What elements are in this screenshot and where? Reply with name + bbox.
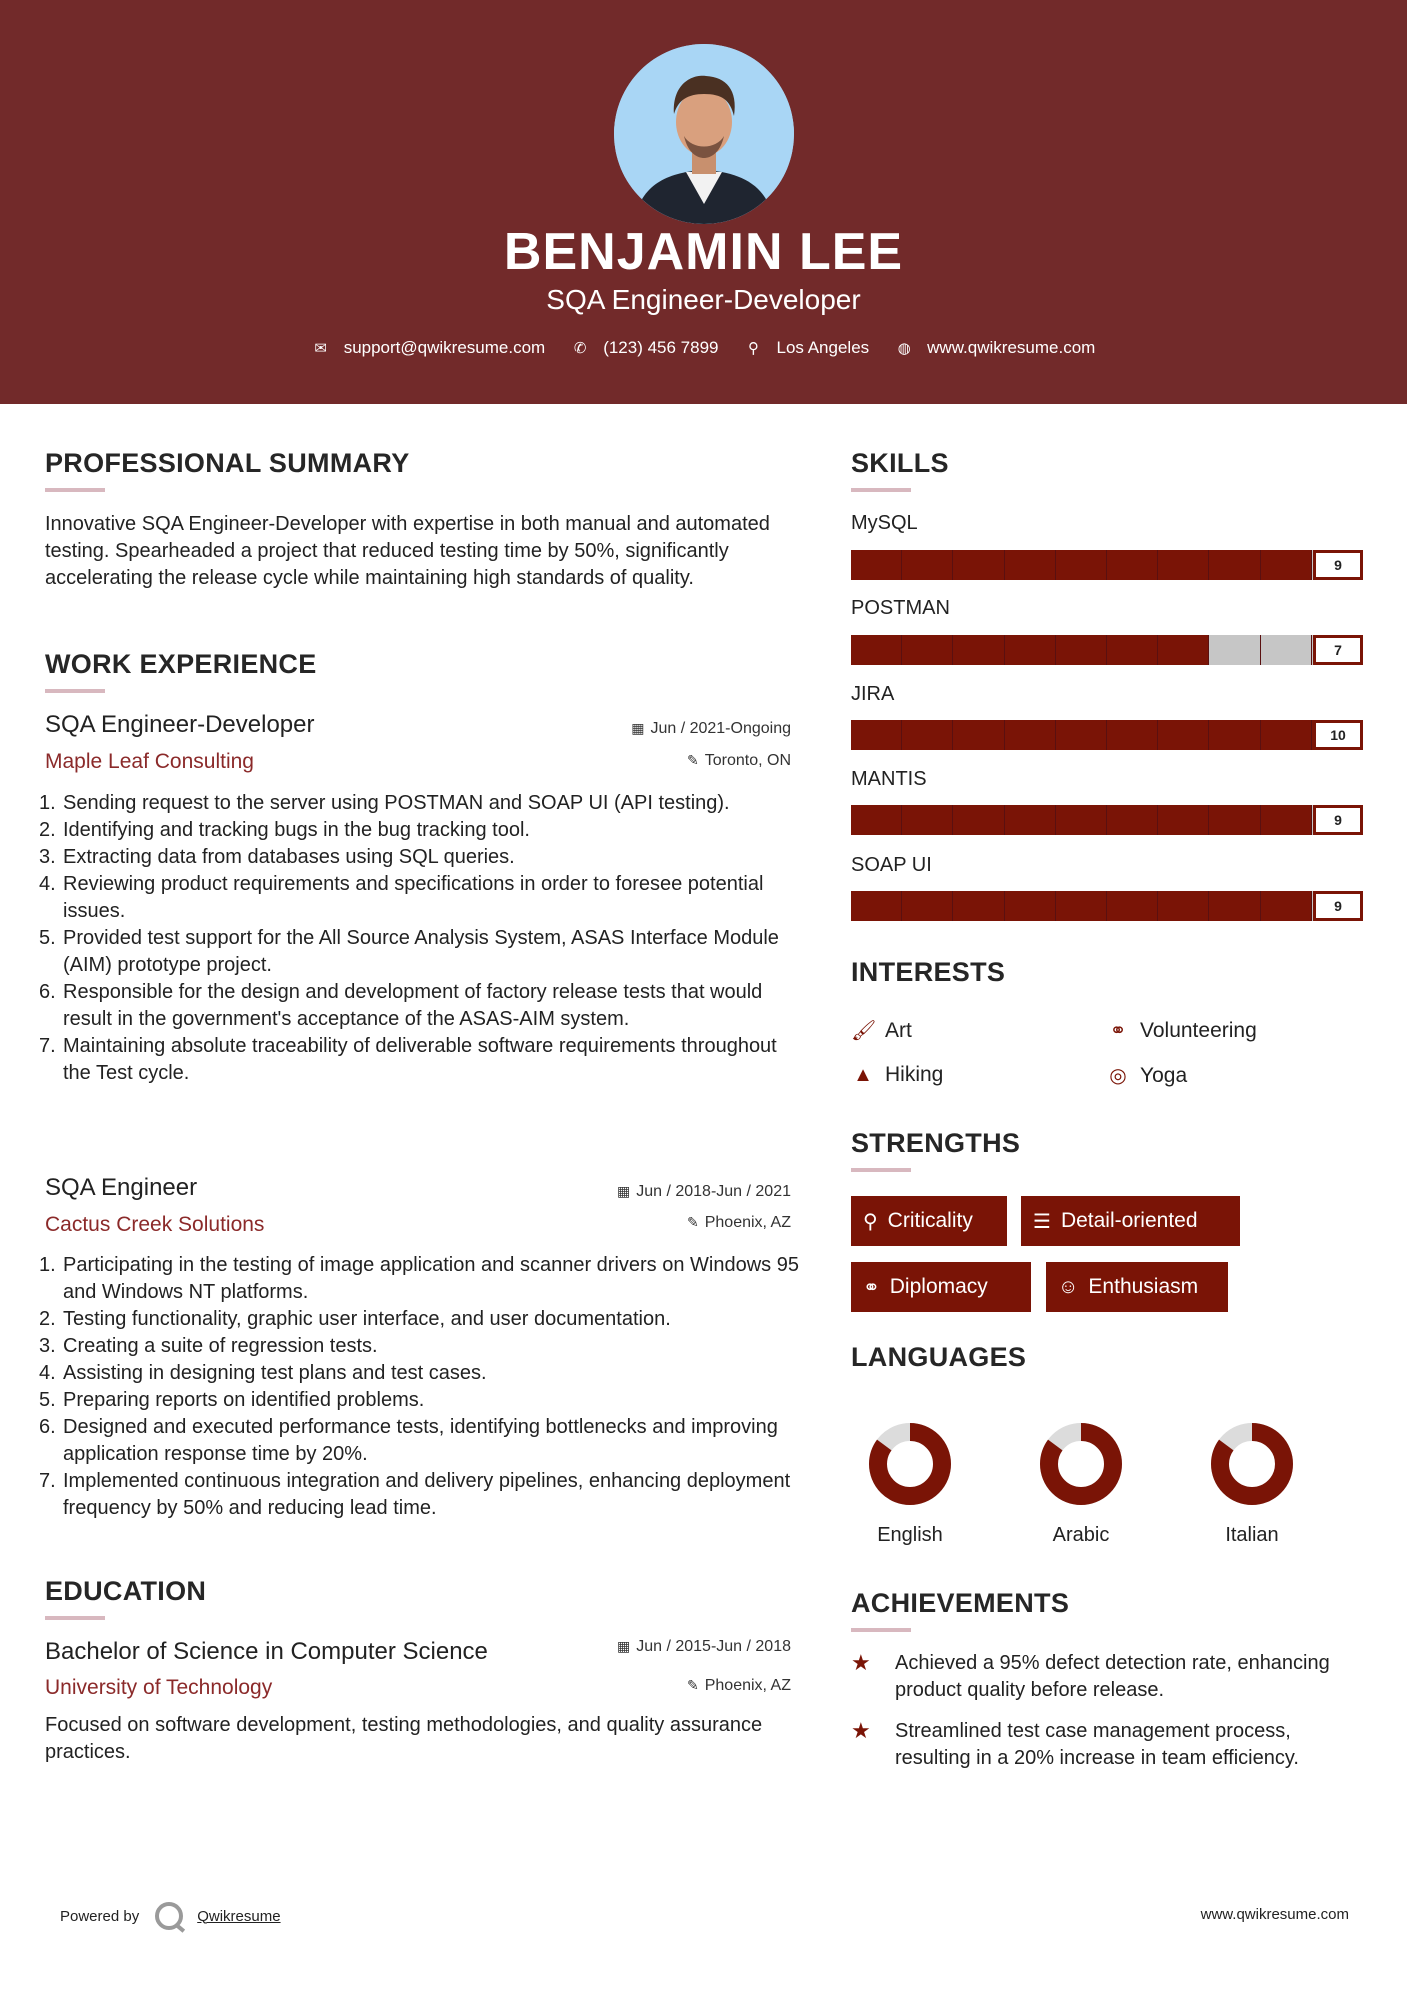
job-title: SQA Engineer <box>45 1174 198 1201</box>
skill-bar <box>851 635 1363 665</box>
skill-value: 10 <box>1313 720 1363 750</box>
list-item: 2. Testing functionality, graphic user interface, and user documentation. <box>39 1308 671 1330</box>
experience-heading: WORK EXPERIENCE <box>45 649 317 679</box>
footer-powered-by <box>60 1902 281 1930</box>
achievement-item <box>851 1718 1371 1772</box>
interest-item <box>851 1018 912 1043</box>
skill-bar <box>851 720 1363 750</box>
interest-label: Yoga <box>1140 1063 1188 1087</box>
strength-label: Criticality <box>887 1209 973 1232</box>
phone-text: (123) 456 7899 <box>603 338 719 357</box>
list-item: 7. Maintaining absolute traceability of deliverable software requirements throughout the Test cycle. <box>39 1035 777 1084</box>
education-location-text: Phoenix, AZ <box>704 1677 791 1694</box>
handshake-icon: ⚭ <box>1109 1020 1127 1042</box>
job-duties-list <box>39 790 805 1087</box>
list-item: 2. Identifying and tracking bugs in the bug tracking tool. <box>39 819 530 841</box>
skill-bar-segment <box>851 635 1312 665</box>
handshake-icon: ⚭ <box>863 1276 880 1299</box>
job-company: Maple Leaf Consulting <box>45 750 254 773</box>
achievement-item <box>851 1650 1371 1704</box>
strength-label: Enthusiasm <box>1088 1275 1199 1298</box>
interest-label: Art <box>885 1018 912 1042</box>
language-donut <box>1210 1422 1294 1506</box>
skill-bar <box>851 550 1363 580</box>
education-heading: EDUCATION <box>45 1576 207 1606</box>
strength-tag <box>1046 1262 1228 1312</box>
pin-icon: ✎ <box>686 1214 699 1230</box>
summary-text: Innovative SQA Engineer-Developer with expertise in both manual and automated testing. Spearheaded a project that reduced testing time by 50%, significantly accelerating the release cycle while maintaining high standards of quality. <box>45 513 770 589</box>
job-dates-text: Jun / 2021-Ongoing <box>650 720 791 737</box>
calendar-icon: ▦ <box>616 1638 631 1654</box>
achievement-text: Streamlined test case management process, resulting in a 20% increase in team efficiency. <box>895 1720 1299 1769</box>
list-item: 1. Participating in the testing of image application and scanner drivers on Windows 95 and Windows NT platforms. <box>39 1254 799 1303</box>
skill-bar-segment <box>851 805 1312 835</box>
list-item: 1. Sending request to the server using POSTMAN and SOAP UI (API testing). <box>39 792 730 814</box>
star-icon: ★ <box>851 1718 871 1743</box>
education-dates-text: Jun / 2015-Jun / 2018 <box>636 1638 791 1655</box>
paintbrush-icon: 🖌 <box>851 1020 877 1042</box>
job-company: Cactus Creek Solutions <box>45 1213 265 1236</box>
job-location <box>687 752 791 770</box>
qwikresume-logo-icon <box>155 1902 183 1930</box>
skills-heading: SKILLS <box>851 448 949 478</box>
interest-item <box>1106 1063 1187 1088</box>
email-text[interactable]: support@qwikresume.com <box>343 338 546 357</box>
brand-link[interactable]: Qwikresume <box>197 1907 281 1925</box>
job-title: SQA Engineer-Developer <box>45 711 315 738</box>
interest-item <box>1106 1018 1257 1043</box>
language-label: Italian <box>1225 1524 1279 1546</box>
summary-heading: PROFESSIONAL SUMMARY <box>45 448 410 478</box>
school-name: University of Technology <box>45 1676 273 1699</box>
contact-email[interactable] <box>312 338 546 358</box>
smile-icon: ☺ <box>1058 1275 1079 1298</box>
job-location-text: Phoenix, AZ <box>704 1214 791 1231</box>
list-item: 6. Designed and executed performance tests, identifying bottlenecks and improving application response time by 20%. <box>39 1416 778 1465</box>
skill-value: 7 <box>1313 635 1363 665</box>
job-location <box>687 1214 791 1232</box>
section-divider <box>851 1168 911 1172</box>
resume-header <box>0 0 1407 404</box>
section-divider <box>45 1616 105 1620</box>
education-location <box>687 1677 791 1695</box>
contact-location <box>745 338 870 358</box>
profile-photo <box>614 44 794 224</box>
skill-name: JIRA <box>851 683 895 705</box>
job-location-text: Toronto, ON <box>704 752 791 769</box>
strength-tag <box>1021 1196 1240 1246</box>
strength-tag <box>851 1262 1031 1312</box>
list-item: 6. Responsible for the design and development of factory release tests that would result in the government's acceptance of the ASAS-AIM system. <box>39 981 763 1030</box>
search-icon: ⚲ <box>863 1210 878 1233</box>
envelope-icon: ✉ <box>314 340 327 357</box>
strength-tag <box>851 1196 1007 1246</box>
candidate-name: BENJAMIN LEE <box>503 223 904 281</box>
languages-heading: LANGUAGES <box>851 1342 1027 1372</box>
skill-bar-segment <box>851 891 1312 921</box>
language-label: Arabic <box>1052 1524 1110 1546</box>
section-divider <box>851 488 911 492</box>
list-item: 5. Preparing reports on identified problems. <box>39 1389 425 1411</box>
candidate-role: SQA Engineer-Developer <box>546 284 861 315</box>
phone-icon: ✆ <box>573 340 587 357</box>
interest-label: Volunteering <box>1140 1018 1257 1042</box>
calendar-icon: ▦ <box>616 1183 631 1199</box>
pin-icon: ✎ <box>686 1677 699 1693</box>
strength-label: Detail-oriented <box>1060 1209 1198 1232</box>
skill-value: 9 <box>1313 805 1363 835</box>
powered-by-text: Powered by <box>60 1907 140 1925</box>
skill-bar-segment <box>851 720 1312 750</box>
footer-website[interactable]: www.qwikresume.com <box>1200 1906 1349 1923</box>
list-item: 4. Assisting in designing test plans and test cases. <box>39 1362 487 1384</box>
job-dates-text: Jun / 2018-Jun / 2021 <box>636 1183 791 1200</box>
language-donut <box>1039 1422 1123 1506</box>
skill-name: MySQL <box>851 512 918 534</box>
tree-icon: ▲ <box>853 1063 873 1086</box>
globe-icon: ◍ <box>897 340 911 357</box>
achievement-text: Achieved a 95% defect detection rate, enhancing product quality before release. <box>895 1652 1330 1701</box>
contact-phone <box>571 338 718 358</box>
education-dates <box>617 1638 791 1656</box>
job-duties-list <box>39 1252 815 1522</box>
map-pin-icon: ⚲ <box>748 340 760 357</box>
skill-name: MANTIS <box>851 768 927 790</box>
calendar-icon: ▦ <box>631 720 645 736</box>
list-item: 7. Implemented continuous integration and delivery pipelines, enhancing deployment frequency by 50% and reducing lead time. <box>39 1470 791 1519</box>
list-item: 3. Creating a suite of regression tests. <box>39 1335 378 1357</box>
interest-label: Hiking <box>885 1063 944 1086</box>
language-label: English <box>877 1524 943 1546</box>
list-item: 3. Extracting data from databases using SQL queries. <box>39 846 515 868</box>
strength-label: Diplomacy <box>889 1275 988 1298</box>
job-dates <box>631 720 791 738</box>
section-divider <box>851 1628 911 1632</box>
location-text: Los Angeles <box>776 338 870 357</box>
skill-value: 9 <box>1313 891 1363 921</box>
degree-title: Bachelor of Science in Computer Science <box>45 1638 488 1665</box>
contact-website[interactable] <box>895 338 1095 358</box>
skill-name: POSTMAN <box>851 597 950 619</box>
job-dates <box>617 1183 791 1201</box>
skill-value: 9 <box>1313 550 1363 580</box>
pin-icon: ✎ <box>687 752 699 768</box>
interests-heading: INTERESTS <box>851 957 1006 987</box>
contact-bar <box>0 338 1407 358</box>
section-divider <box>45 689 105 693</box>
skill-bar <box>851 891 1363 921</box>
star-icon: ★ <box>851 1650 871 1675</box>
skill-bar-segment <box>851 550 1312 580</box>
interest-item <box>851 1063 943 1087</box>
skill-name: SOAP UI <box>851 854 932 876</box>
lifering-icon: ◎ <box>1109 1065 1127 1087</box>
list-icon: ☰ <box>1033 1210 1051 1233</box>
skill-bar <box>851 805 1363 835</box>
language-donut <box>868 1422 952 1506</box>
list-item: 5. Provided test support for the All Source Analysis System, ASAS Interface Module (AIM) prototype project. <box>39 927 779 976</box>
achievements-heading: ACHIEVEMENTS <box>851 1588 1070 1618</box>
strengths-heading: STRENGTHS <box>851 1128 1021 1158</box>
section-divider <box>45 488 105 492</box>
website-text[interactable]: www.qwikresume.com <box>927 338 1096 357</box>
education-text: Focused on software development, testing methodologies, and quality assurance practices. <box>45 1714 763 1763</box>
list-item: 4. Reviewing product requirements and specifications in order to foresee potential issues. <box>39 873 764 922</box>
